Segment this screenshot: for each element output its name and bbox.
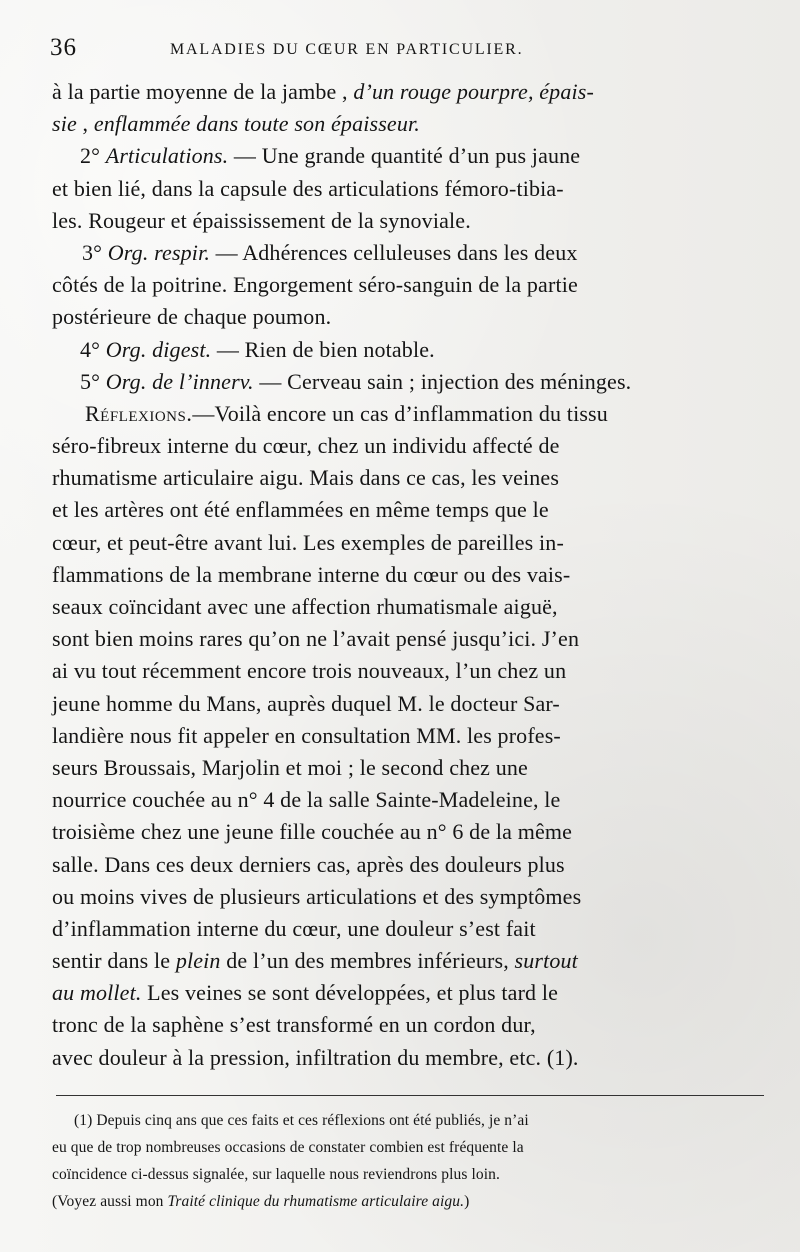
text-line: nourrice couchée au n° 4 de la salle Sainte-Madeleine, le — [52, 787, 561, 813]
footnote-line: coïncidence ci-dessus signalée, sur laquelle nous reviendrons plus loin. — [52, 1166, 500, 1183]
text-line: 3° Org. respir. — Adhérences celluleuses dans les deux — [82, 239, 578, 265]
text-line: seurs Broussais, Marjolin et moi ; le second chez une — [52, 754, 528, 780]
text-line: salle. Dans ces deux derniers cas, après des douleurs plus — [52, 851, 565, 877]
text-line: troisième chez une jeune fille couchée au n° 6 de la même — [52, 819, 573, 845]
text-line: jeune homme du Mans, auprès duquel M. le docteur Sar- — [52, 690, 560, 716]
main-text — [52, 76, 760, 1074]
text-line: séro-fibreux interne du cœur, chez un individu affecté de — [52, 433, 560, 459]
text-line: tronc de la saphène s’est transformé en un cordon dur, — [52, 1012, 536, 1038]
text-line: seaux coïncidant avec une affection rhumatismale aiguë, — [52, 594, 558, 619]
text-line: flammations de la membrane interne du cœur ou des vais- — [52, 561, 571, 587]
text-line: 5° Org. de l’innerv. — Cerveau sain ; injection des méninges. — [80, 368, 632, 394]
text-line: sie , enflammée dans toute son épaisseur. — [52, 111, 420, 137]
text-line: sentir dans le plein de l’un des membres inférieurs, surtout — [52, 948, 578, 974]
text-line: postérieure de chaque poumon. — [52, 304, 332, 330]
footnote-line: (1) Depuis cinq ans que ces faits et ces réflexions ont été publiés, je n’ai — [74, 1112, 529, 1129]
page-number: 36 — [50, 34, 77, 61]
text-line: 4° Org. digest. — Rien de bien notable. — [80, 336, 435, 362]
running-title: MALADIES DU CŒUR EN PARTICULIER. — [170, 41, 524, 58]
text-line: landière nous fit appeler en consultation MM. les profes- — [52, 722, 561, 748]
text-line: 2° Articulations. — Une grande quantité d’un pus jaune — [80, 143, 581, 169]
footnote-line: (Voyez aussi mon Traité clinique du rhumatisme articulaire aigu.) — [52, 1193, 470, 1210]
text-line: d’inflammation interne du cœur, une douleur s’est fait — [52, 915, 536, 941]
text-line: côtés de la poitrine. Engorgement séro-sanguin de la partie — [52, 272, 578, 298]
text-line: sont bien moins rares qu’on ne l’avait pensé jusqu’ici. J’en — [52, 626, 580, 652]
text-line: rhumatisme articulaire aigu. Mais dans ce cas, les veines — [52, 465, 560, 491]
page-header — [50, 34, 770, 74]
footnote-rule — [56, 1095, 764, 1096]
text-line: au mollet. Les veines se sont développées, et plus tard le — [52, 980, 559, 1006]
text-line: Réflexions.—Voilà encore un cas d’inflammation du tissu — [85, 400, 608, 426]
text-line: ai vu tout récemment encore trois nouveaux, l’un chez un — [52, 658, 567, 684]
text-line: avec douleur à la pression, infiltration du membre, etc. (1). — [52, 1044, 579, 1070]
text-line: et bien lié, dans la capsule des articulations fémoro-tibia- — [52, 175, 564, 201]
text-line: et les artères ont été enflammées en même temps que le — [52, 497, 549, 523]
text-line: à la partie moyenne de la jambe , d’un rouge pourpre, épais- — [52, 79, 594, 104]
footnote — [52, 1107, 762, 1215]
text-line: cœur, et peut-être avant lui. Les exemples de pareilles in- — [52, 529, 564, 555]
text-line: les. Rougeur et épaississement de la synoviale. — [52, 207, 471, 233]
text-line: ou moins vives de plusieurs articulations et des symptômes — [52, 883, 582, 909]
footnote-line: eu que de trop nombreuses occasions de constater combien est fréquente la — [52, 1139, 524, 1156]
